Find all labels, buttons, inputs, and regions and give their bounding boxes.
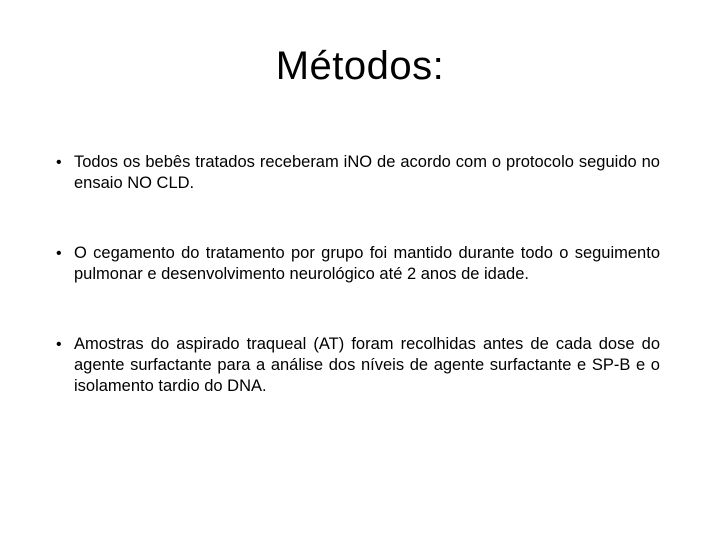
slide-title: Métodos: — [275, 44, 445, 88]
bullet-item-3 — [56, 334, 660, 397]
bullet-text-3: Amostras do aspirado traqueal (AT) foram recolhidas antes de cada dose do agente surfactante para a análise dos níveis de agente surfactante e SP-B e o isolamento tardio do DNA. — [74, 335, 660, 395]
bullet-text-1: Todos os bebês tratados receberam iNO de acordo com o protocolo seguido no ensaio NO CLD. — [74, 153, 660, 192]
bullet-item-2 — [56, 243, 660, 285]
bullet-list — [56, 152, 660, 446]
bullet-dot-icon: • — [56, 154, 62, 171]
bullet-dot-icon: • — [56, 336, 62, 353]
bullet-item-1 — [56, 152, 660, 194]
bullet-text-2: O cegamento do tratamento por grupo foi mantido durante todo o seguimento pulmonar e desenvolvimento neurológico até 2 anos de idade. — [74, 244, 660, 283]
bullet-dot-icon: • — [56, 245, 62, 262]
